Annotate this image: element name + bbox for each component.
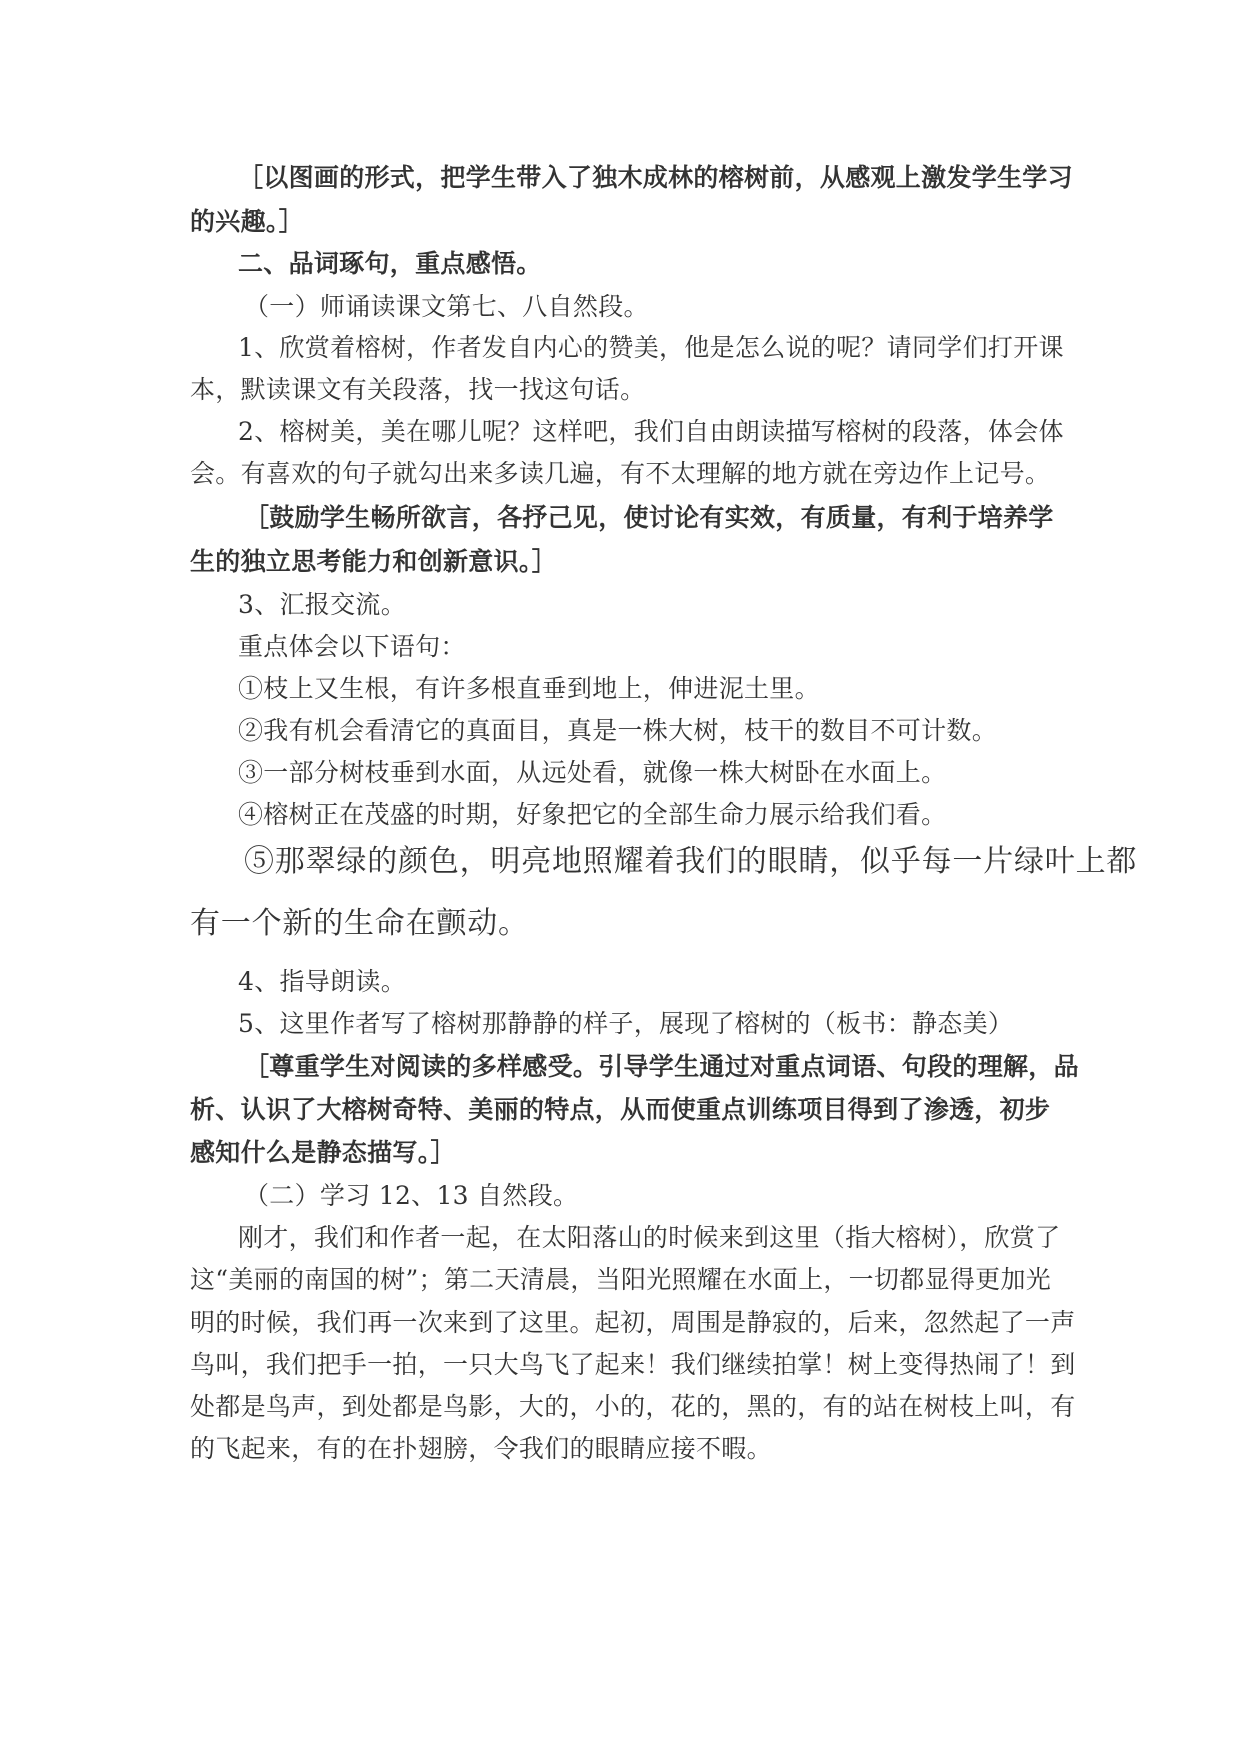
body-line: 4、指导朗读。 [238, 967, 407, 996]
quote-line: ④榕树正在茂盛的时期，好象把它的全部生命力展示给我们看。 [238, 800, 947, 829]
quote-line: 有一个新的生命在颤动。 [190, 906, 529, 941]
quote-line: ②我有机会看清它的真面目，真是一株大树，枝干的数目不可计数。 [238, 716, 998, 745]
quote-line: ①枝上又生根，有许多根直垂到地上，伸进泥土里。 [238, 674, 820, 703]
body-line: 3、汇报交流。 [238, 590, 407, 619]
body-line: 的飞起来，有的在扑翅膀，令我们的眼睛应接不暇。 [190, 1434, 772, 1463]
body-line: 刚才，我们和作者一起，在太阳落山的时候来到这里（指大榕树），欣赏了 [238, 1223, 1061, 1252]
body-line: 1、欣赏着榕树，作者发自内心的赞美，他是怎么说的呢？请同学们打开课 [238, 333, 1064, 362]
body-line: 重点体会以下语句： [238, 632, 466, 661]
subsection-heading: （一）师诵读课文第七、八自然段。 [244, 292, 649, 321]
commentary-line: 的兴趣。］ [190, 207, 305, 236]
body-line: 这“美丽的南国的树”；第二天清晨，当阳光照耀在水面上，一切都显得更加光 [190, 1265, 1052, 1294]
section-heading: 二、品词琢句，重点感悟。 [238, 249, 542, 278]
body-line: 2、榕树美，美在哪儿呢？这样吧，我们自由朗读描写榕树的段落，体会体 [238, 417, 1064, 446]
body-line: 会。有喜欢的句子就勾出来多读几遍，有不太理解的地方就在旁边作上记号。 [190, 459, 1051, 488]
body-line: 处都是鸟声，到处都是鸟影，大的，小的，花的，黑的，有的站在树枝上叫，有 [190, 1392, 1076, 1421]
subsection-heading: （二）学习 12、13 自然段。 [244, 1181, 579, 1210]
commentary-line: 感知什么是静态描写。］ [190, 1138, 456, 1167]
body-line: 本，默读课文有关段落，找一找这句话。 [190, 375, 646, 404]
quote-line: ⑤那翠绿的颜色，明亮地照耀着我们的眼睛，似乎每一片绿叶上都 [244, 844, 1138, 879]
commentary-line: 生的独立思考能力和创新意识。］ [190, 547, 558, 576]
body-line: 鸟叫，我们把手一拍，一只大鸟飞了起来！我们继续拍掌！树上变得热闹了！到 [190, 1350, 1076, 1379]
quote-line: ③一部分树枝垂到水面，从远处看，就像一株大树卧在水面上。 [238, 758, 947, 787]
commentary-line: ［尊重学生对阅读的多样感受。引导学生通过对重点词语、句段的理解，品 [244, 1052, 1079, 1081]
commentary-line: ［鼓励学生畅所欲言，各抒己见，使讨论有实效，有质量，有利于培养学 [244, 503, 1054, 532]
body-line: 5、这里作者写了榕树那静静的样子，展现了榕树的（板书：静态美） [238, 1009, 1014, 1038]
commentary-line: 析、认识了大榕树奇特、美丽的特点，从而使重点训练项目得到了渗透，初步 [190, 1095, 1051, 1124]
body-line: 明的时候，我们再一次来到了这里。起初，周围是静寂的，后来，忽然起了一声 [190, 1308, 1076, 1337]
commentary-line: ［以图画的形式，把学生带入了独木成林的榕树前，从感观上激发学生学习 [238, 163, 1073, 192]
